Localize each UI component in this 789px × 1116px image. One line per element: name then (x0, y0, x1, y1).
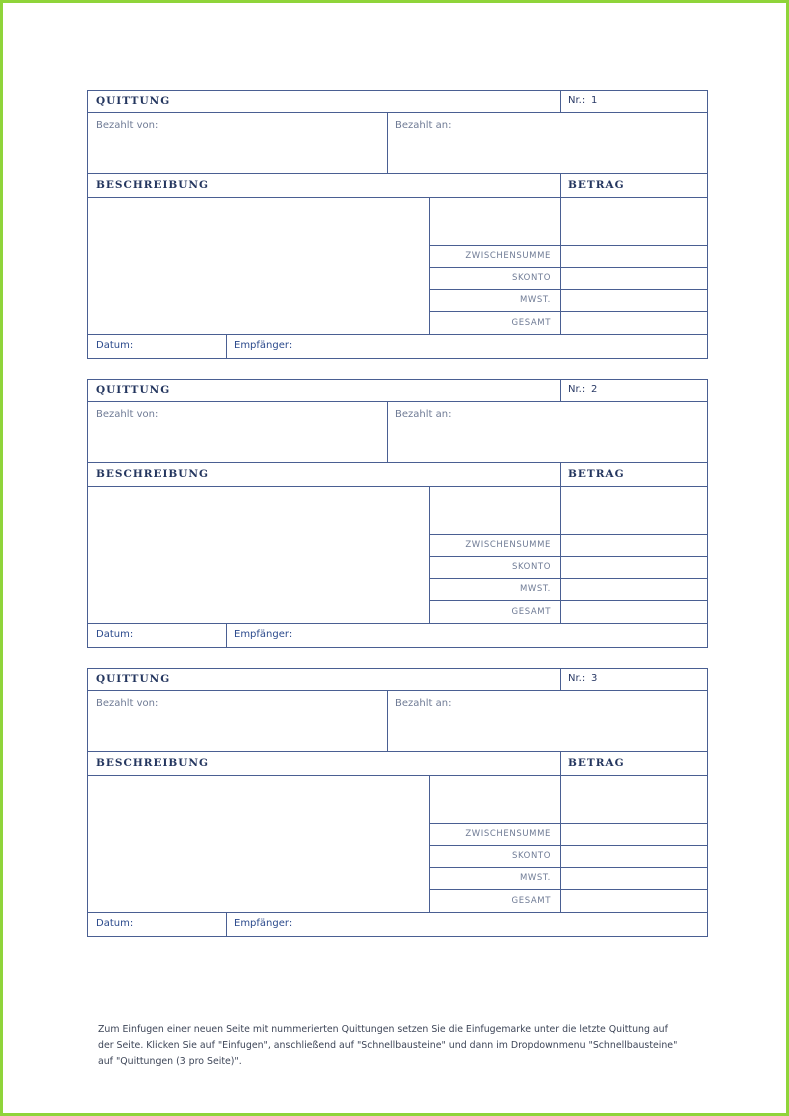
receipt-number-label: Nr.: (568, 673, 586, 684)
paid-by-label: Bezahlt von: (96, 120, 159, 131)
receipt-title: QUITTUNG (96, 384, 171, 396)
divider (429, 534, 707, 535)
divider (387, 401, 388, 462)
divider (88, 690, 707, 691)
subtotal-label: ZWISCHENSUMME (465, 251, 551, 261)
vat-label: MWST. (519, 584, 551, 594)
description-header: BESCHREIBUNG (96, 179, 209, 191)
discount-label: SKONTO (511, 851, 551, 861)
divider (226, 912, 227, 936)
divider (88, 912, 707, 913)
divider (88, 623, 707, 624)
vat-label: MWST. (519, 295, 551, 305)
divider (226, 623, 227, 647)
divider (429, 311, 707, 312)
divider (560, 462, 561, 623)
amount-header: BETRAG (568, 179, 625, 191)
receipt-number: 1 (591, 95, 598, 106)
divider (88, 334, 707, 335)
instruction-line: der Seite. Klicken Sie auf "Einfugen", anschließend auf "Schnellbausteine" und dann im Dropdownmenu "Schnellbausteine" (98, 1040, 678, 1051)
total-label: GESAMT (511, 318, 551, 328)
receipt-number-label: Nr.: (568, 95, 586, 106)
receipt-3 (87, 668, 708, 937)
instruction-note (98, 1022, 708, 1070)
divider (429, 775, 430, 912)
date-label: Datum: (96, 629, 134, 640)
receipt-1 (87, 90, 708, 359)
description-header: BESCHREIBUNG (96, 757, 209, 769)
divider (560, 91, 561, 112)
divider (429, 578, 707, 579)
receipt-title: QUITTUNG (96, 673, 171, 685)
divider (560, 669, 561, 690)
divider (387, 690, 388, 751)
divider (429, 197, 430, 334)
divider (88, 486, 707, 487)
recipient-label: Empfänger: (234, 629, 293, 640)
paid-by-label: Bezahlt von: (96, 698, 159, 709)
divider (88, 401, 707, 402)
divider (429, 245, 707, 246)
divider (429, 267, 707, 268)
divider (387, 112, 388, 173)
subtotal-label: ZWISCHENSUMME (465, 829, 551, 839)
receipt-number: 2 (591, 384, 598, 395)
divider (226, 334, 227, 358)
date-label: Datum: (96, 340, 134, 351)
paid-to-label: Bezahlt an: (395, 698, 452, 709)
divider (560, 751, 561, 912)
total-label: GESAMT (511, 896, 551, 906)
divider (88, 462, 707, 463)
divider (88, 751, 707, 752)
divider (429, 867, 707, 868)
receipt-2 (87, 379, 708, 648)
divider (429, 289, 707, 290)
divider (429, 889, 707, 890)
divider (429, 845, 707, 846)
total-label: GESAMT (511, 607, 551, 617)
receipt-title: QUITTUNG (96, 95, 171, 107)
divider (88, 173, 707, 174)
amount-header: BETRAG (568, 757, 625, 769)
date-label: Datum: (96, 918, 134, 929)
receipt-number: 3 (591, 673, 598, 684)
paid-to-label: Bezahlt an: (395, 409, 452, 420)
description-header: BESCHREIBUNG (96, 468, 209, 480)
divider (429, 600, 707, 601)
paid-to-label: Bezahlt an: (395, 120, 452, 131)
divider (429, 823, 707, 824)
receipt-number-label: Nr.: (568, 384, 586, 395)
instruction-line: Zum Einfugen einer neuen Seite mit nummerierten Quittungen setzen Sie die Einfugemarke unter die letzte Quittung auf (98, 1024, 668, 1035)
divider (429, 556, 707, 557)
divider (88, 112, 707, 113)
vat-label: MWST. (519, 873, 551, 883)
divider (560, 380, 561, 401)
recipient-label: Empfänger: (234, 918, 293, 929)
amount-header: BETRAG (568, 468, 625, 480)
instruction-line: auf "Quittungen (3 pro Seite)". (98, 1056, 242, 1067)
divider (88, 775, 707, 776)
recipient-label: Empfänger: (234, 340, 293, 351)
subtotal-label: ZWISCHENSUMME (465, 540, 551, 550)
discount-label: SKONTO (511, 273, 551, 283)
divider (88, 197, 707, 198)
discount-label: SKONTO (511, 562, 551, 572)
paid-by-label: Bezahlt von: (96, 409, 159, 420)
divider (560, 173, 561, 334)
divider (429, 486, 430, 623)
